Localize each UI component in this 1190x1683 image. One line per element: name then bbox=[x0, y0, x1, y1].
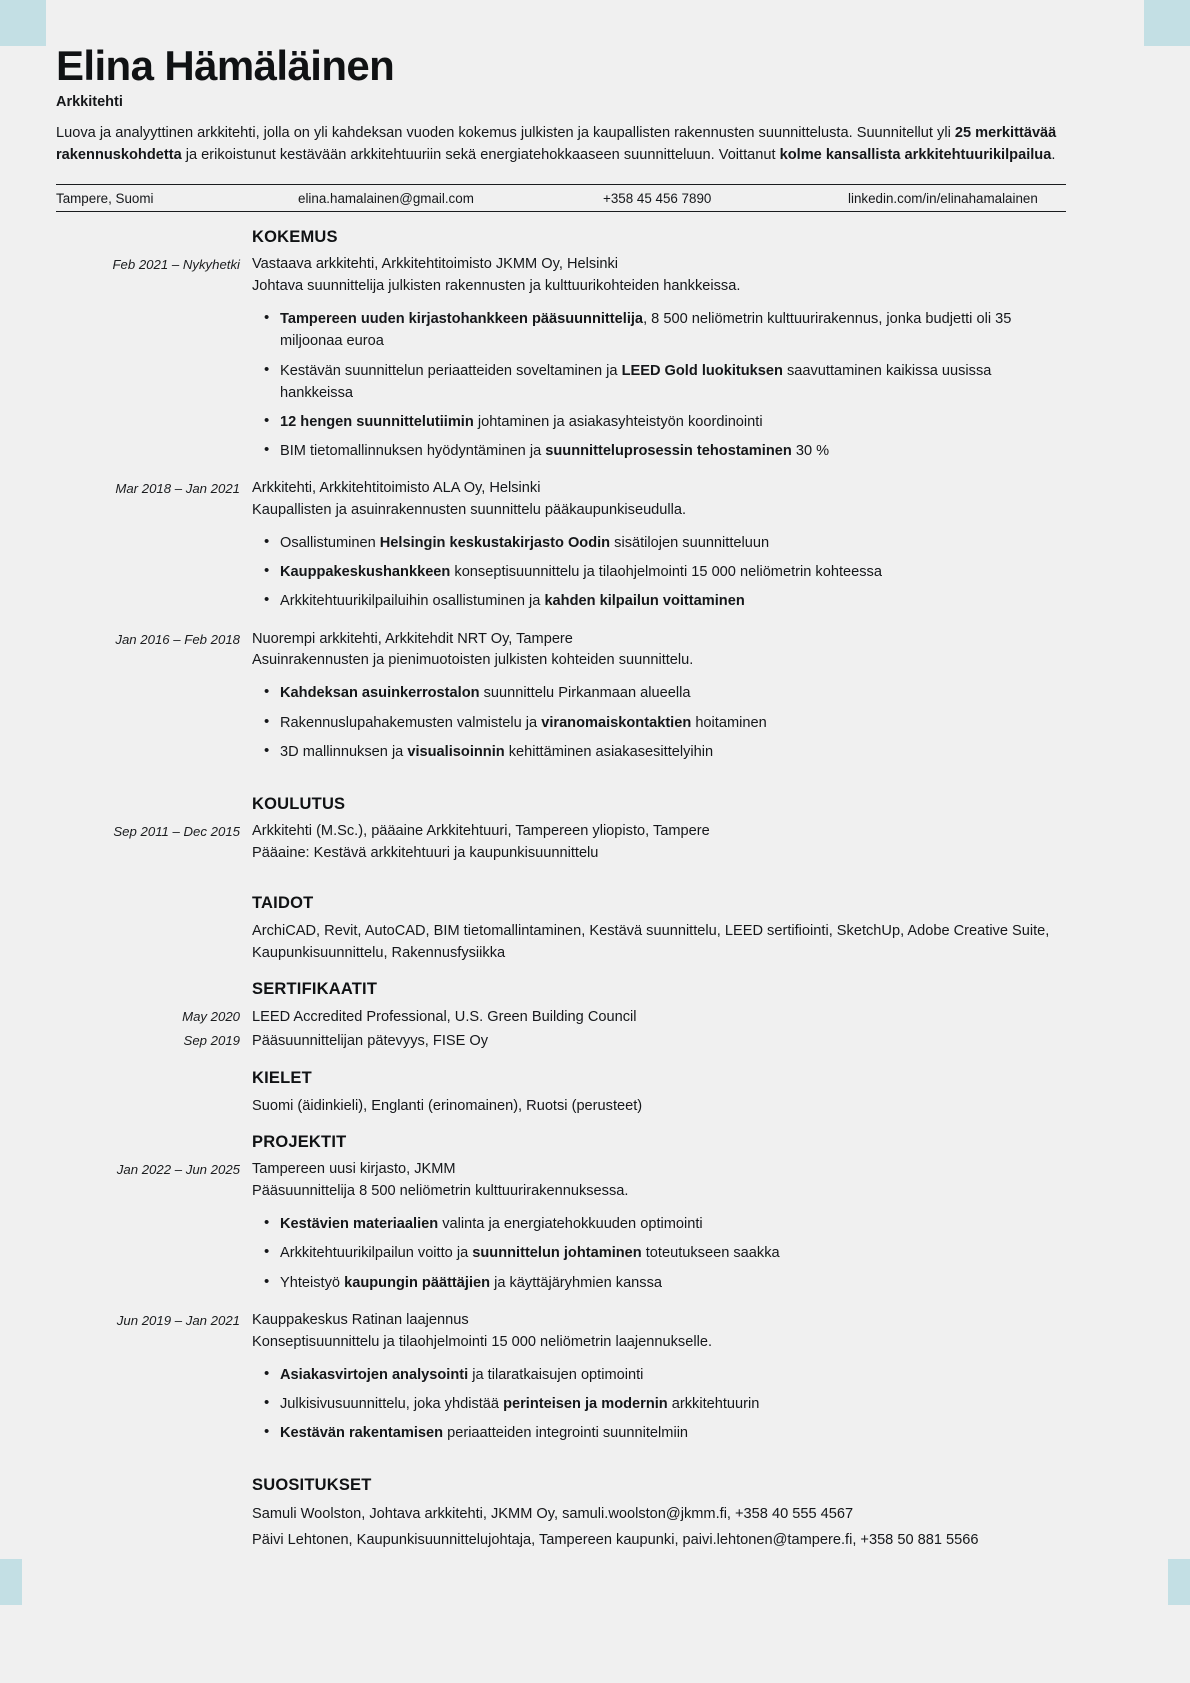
bullet-text: konseptisuunnittelu ja tilaohjelmointi 15 000 neliömetrin kohteessa bbox=[450, 564, 882, 581]
entry-bullet bbox=[280, 682, 1066, 704]
bullet-text: 30 % bbox=[791, 443, 830, 460]
entry-body bbox=[252, 1117, 1066, 1159]
bullet-emphasis: perinteisen ja modernin bbox=[503, 1395, 668, 1412]
page-title: Elina Hämäläinen bbox=[56, 42, 395, 89]
resume-row bbox=[56, 779, 1066, 821]
resume-row bbox=[56, 1310, 1066, 1460]
bullet-emphasis: suunnittelun johtaminen bbox=[472, 1245, 642, 1262]
bullet-emphasis: LEED Gold luokituksen bbox=[621, 362, 783, 379]
section-date-spacer bbox=[56, 226, 252, 227]
contact-location: Tampere, Suomi bbox=[56, 191, 154, 207]
entry-body bbox=[252, 920, 1066, 964]
entry-body bbox=[252, 226, 1066, 254]
resume-row bbox=[56, 629, 1066, 779]
entry-date: Sep 2011 – Dec 2015 bbox=[113, 823, 240, 839]
bullet-text: arkkitehtuurin bbox=[667, 1395, 760, 1412]
entry-title: Nuorempi arkkitehti, Arkkitehdit NRT Oy, Tampere bbox=[252, 630, 573, 647]
entry-body bbox=[252, 821, 1066, 878]
bullet-text: , 8 500 neliömetrin kulttuurirakennus, jonka budjetti oli 35 miljoonaa euroa bbox=[280, 311, 1012, 350]
entry-body bbox=[252, 1095, 1066, 1117]
bullet-text: BIM tietomallinnuksen hyödyntäminen ja bbox=[280, 443, 546, 460]
section-heading-sertifikaatit: SERTIFIKAATIT bbox=[252, 979, 378, 998]
entry-bullet bbox=[280, 1213, 1066, 1235]
entry-bullet bbox=[280, 308, 1066, 352]
entry-bullet-list bbox=[252, 532, 1066, 613]
contact-email[interactable]: elina.hamalainen@gmail.com bbox=[298, 191, 474, 207]
resume-row bbox=[56, 1460, 1066, 1502]
entry-bullet-list bbox=[252, 1213, 1066, 1294]
summary-text: ja erikoistunut kestävään arkkitehtuuriin sekä energiatehokkaaseen suunnitteluun. Voittanut bbox=[181, 147, 780, 164]
section-date-spacer bbox=[56, 878, 252, 879]
entry-date: Jun 2019 – Jan 2021 bbox=[116, 1312, 240, 1328]
summary-text: Luova ja analyyttinen arkkitehti, jolla on yli kahdeksan vuoden kokemus julkisten ja kaupallisten rakennusten suunnittelusta. Suunnitellut yli bbox=[56, 125, 955, 142]
section-date-spacer bbox=[56, 920, 252, 921]
entry-bullet bbox=[280, 712, 1066, 734]
bullet-text: johtaminen ja asiakasyhteistyön koordinointi bbox=[473, 413, 763, 430]
entry-subtitle: Asuinrakennusten ja pienimuotoisten julkisten kohteiden suunnittelu. bbox=[252, 652, 694, 669]
entry-body bbox=[252, 1502, 1066, 1553]
resume-row bbox=[56, 226, 1066, 254]
bullet-emphasis: 12 hengen suunnittelutiimin bbox=[280, 413, 474, 430]
entry-subtitle: Pääsuunnittelija 8 500 neliömetrin kulttuurirakennuksessa. bbox=[252, 1183, 629, 1200]
section-date-spacer bbox=[56, 1095, 252, 1096]
section-heading-koulutus: KOULUTUS bbox=[252, 794, 346, 813]
certificate-date: Sep 2019 bbox=[183, 1032, 240, 1048]
entry-body bbox=[252, 629, 1066, 779]
section-heading-kielet: KIELET bbox=[252, 1069, 312, 1088]
bullet-emphasis: kahden kilpailun voittaminen bbox=[544, 593, 745, 610]
bullet-text: Arkkitehtuurikilpailuihin osallistuminen ja bbox=[280, 593, 545, 610]
entry-body bbox=[252, 779, 1066, 821]
bullet-text: Arkkitehtuurikilpailun voitto ja bbox=[280, 1245, 473, 1262]
bullet-emphasis: Tampereen uuden kirjastohankkeen pääsuunnittelija bbox=[280, 311, 644, 328]
decor-corner-bottom-right bbox=[1168, 1559, 1190, 1605]
summary-emphasis: kolme kansallista arkkitehtuurikilpailua bbox=[779, 147, 1052, 164]
resume-row bbox=[56, 964, 1066, 1006]
entry-body bbox=[252, 1006, 1066, 1030]
entry-bullet bbox=[280, 411, 1066, 433]
entry-title: Arkkitehti, Arkkitehtitoimisto ALA Oy, Helsinki bbox=[252, 480, 541, 497]
resume-row bbox=[56, 821, 1066, 878]
reference-line: Päivi Lehtonen, Kaupunkisuunnittelujohtaja, Tampereen kaupunki, paivi.lehtonen@tampere.fi, +358 50 881 5566 bbox=[252, 1531, 979, 1548]
entry-date: Feb 2021 – Nykyhetki bbox=[112, 257, 240, 273]
entry-subtitle: Konseptisuunnittelu ja tilaohjelmointi 15 000 neliömetrin laajennukselle. bbox=[252, 1333, 712, 1350]
entry-title: Kauppakeskus Ratinan laajennus bbox=[252, 1311, 469, 1328]
entry-bullet bbox=[280, 1242, 1066, 1264]
bullet-text: Osallistuminen bbox=[280, 535, 380, 552]
section-text-kielet: Suomi (äidinkieli), Englanti (erinomainen), Ruotsi (perusteet) bbox=[252, 1098, 643, 1115]
section-date-spacer bbox=[56, 1053, 252, 1054]
resume-row bbox=[56, 878, 1066, 920]
resume-row bbox=[56, 920, 1066, 964]
bullet-emphasis: Kestävän rakentamisen bbox=[280, 1424, 444, 1441]
resume-row bbox=[56, 254, 1066, 478]
resume-row bbox=[56, 1117, 1066, 1159]
contact-linkedin[interactable]: linkedin.com/in/elinahamalainen bbox=[848, 191, 1038, 207]
entry-bullet bbox=[280, 1393, 1066, 1415]
entry-body bbox=[252, 254, 1066, 478]
resume-row bbox=[56, 1053, 1066, 1095]
entry-bullet bbox=[280, 741, 1066, 763]
section-date-spacer bbox=[56, 1502, 252, 1503]
bullet-emphasis: Kestävien materiaalien bbox=[280, 1216, 439, 1233]
bullet-emphasis: Helsingin keskustakirjasto Oodin bbox=[379, 535, 611, 552]
resume-row bbox=[56, 1159, 1066, 1309]
bullet-text: suunnittelu Pirkanmaan alueella bbox=[479, 685, 691, 702]
spacer bbox=[252, 865, 1066, 878]
section-heading-kokemus: KOKEMUS bbox=[252, 228, 338, 247]
bullet-emphasis: suunnitteluprosessin tehostaminen bbox=[545, 443, 792, 460]
resume-row bbox=[56, 1502, 1066, 1553]
entry-subtitle: Johtava suunnittelija julkisten rakennusten ja kulttuurikohteiden hankkeissa. bbox=[252, 278, 741, 295]
bullet-text: Kestävän suunnittelun periaatteiden soveltaminen ja bbox=[280, 362, 622, 379]
resume-row bbox=[56, 478, 1066, 628]
entry-bullet bbox=[280, 561, 1066, 583]
entry-body bbox=[252, 1030, 1066, 1054]
entry-title: Tampereen uusi kirjasto, JKMM bbox=[252, 1161, 456, 1178]
bullet-text: Yhteistyö bbox=[280, 1274, 345, 1291]
bullet-text: ja tilaratkaisujen optimointi bbox=[468, 1366, 644, 1383]
summary-text: . bbox=[1051, 147, 1056, 164]
entry-bullet-list bbox=[252, 308, 1066, 462]
entry-bullet-list bbox=[252, 682, 1066, 763]
entry-bullet bbox=[280, 532, 1066, 554]
entry-bullet bbox=[280, 1272, 1066, 1294]
bullet-text: saavuttaminen kaikissa uusissa hankkeissa bbox=[280, 362, 992, 401]
section-date-spacer bbox=[56, 964, 252, 965]
contact-bar bbox=[56, 184, 1066, 212]
entry-title: Vastaava arkkitehti, Arkkitehtitoimisto JKMM Oy, Helsinki bbox=[252, 256, 619, 273]
bullet-text: kehittäminen asiakasesittelyihin bbox=[504, 743, 714, 760]
bullet-text: toteutukseen saakka bbox=[641, 1245, 780, 1262]
entry-body bbox=[252, 478, 1066, 628]
summary-emphasis: 25 merkittävää rakennuskohdetta bbox=[56, 125, 1057, 164]
section-heading-taidot: TAIDOT bbox=[252, 893, 314, 912]
bullet-emphasis: kaupungin päättäjien bbox=[344, 1274, 491, 1291]
bullet-text: ja käyttäjäryhmien kanssa bbox=[490, 1274, 663, 1291]
bullet-text: hoitaminen bbox=[691, 714, 767, 731]
entry-bullet bbox=[280, 1422, 1066, 1444]
resume-sections bbox=[56, 226, 1100, 1553]
entry-body bbox=[252, 878, 1066, 920]
entry-bullet-list bbox=[252, 1364, 1066, 1445]
certificate-text: Pääsuunnittelijan pätevyys, FISE Oy bbox=[252, 1032, 489, 1049]
section-date-spacer bbox=[56, 779, 252, 780]
profile-summary bbox=[56, 122, 1066, 166]
entry-bullet bbox=[280, 440, 1066, 462]
entry-title: Arkkitehti (M.Sc.), pääaine Arkkitehtuuri, Tampereen yliopisto, Tampere bbox=[252, 822, 710, 839]
entry-date: Jan 2016 – Feb 2018 bbox=[115, 631, 240, 647]
reference-line: Samuli Woolston, Johtava arkkitehti, JKMM Oy, samuli.woolston@jkmm.fi, +358 40 555 4567 bbox=[252, 1506, 854, 1523]
entry-body bbox=[252, 964, 1066, 1006]
bullet-emphasis: viranomaiskontaktien bbox=[541, 714, 692, 731]
entry-bullet bbox=[280, 590, 1066, 612]
entry-body bbox=[252, 1460, 1066, 1502]
entry-subtitle: Kaupallisten ja asuinrakennusten suunnittelu pääkaupunkiseudulla. bbox=[252, 502, 687, 519]
bullet-emphasis: visualisoinnin bbox=[407, 743, 505, 760]
entry-body bbox=[252, 1310, 1066, 1460]
section-date-spacer bbox=[56, 1460, 252, 1461]
section-heading-suositukset: SUOSITUKSET bbox=[252, 1476, 372, 1495]
resume-row bbox=[56, 1006, 1066, 1030]
entry-bullet bbox=[280, 1364, 1066, 1386]
entry-date: Jan 2022 – Jun 2025 bbox=[116, 1162, 240, 1178]
decor-corner-bottom-left bbox=[0, 1559, 22, 1605]
section-heading-projektit: PROJEKTIT bbox=[252, 1133, 347, 1152]
entry-bullet bbox=[280, 360, 1066, 404]
section-date-spacer bbox=[56, 1117, 252, 1118]
certificate-text: LEED Accredited Professional, U.S. Green Building Council bbox=[252, 1008, 637, 1025]
bullet-emphasis: Kahdeksan asuinkerrostalon bbox=[280, 685, 480, 702]
section-text-taidot: ArchiCAD, Revit, AutoCAD, BIM tietomallintaminen, Kestävä suunnittelu, LEED sertifiointi, SketchUp, Adobe Creative Suite, Kaupunkisuunnittelu, Rakennusfysiikka bbox=[252, 922, 1050, 961]
resume-row bbox=[56, 1030, 1066, 1054]
contact-phone[interactable]: +358 45 456 7890 bbox=[603, 191, 712, 207]
bullet-emphasis: Kauppakeskushankkeen bbox=[280, 564, 451, 581]
job-title: Arkkitehti bbox=[56, 94, 123, 111]
entry-body bbox=[252, 1159, 1066, 1309]
bullet-text: 3D mallinnuksen ja bbox=[280, 743, 408, 760]
bullet-text: Rakennuslupahakemusten valmistelu ja bbox=[280, 714, 542, 731]
entry-subtitle: Pääaine: Kestävä arkkitehtuuri ja kaupunkisuunnittelu bbox=[252, 844, 599, 861]
bullet-text: periaatteiden integrointi suunnitelmiin bbox=[443, 1424, 689, 1441]
certificate-date: May 2020 bbox=[182, 1008, 240, 1024]
bullet-text: sisätilojen suunnitteluun bbox=[610, 535, 770, 552]
bullet-text: Julkisivusuunnittelu, joka yhdistää bbox=[280, 1395, 504, 1412]
resume-row bbox=[56, 1095, 1066, 1117]
bullet-emphasis: Asiakasvirtojen analysointi bbox=[280, 1366, 469, 1383]
entry-date: Mar 2018 – Jan 2021 bbox=[115, 481, 240, 497]
entry-body bbox=[252, 1053, 1066, 1095]
bullet-text: valinta ja energiatehokkuuden optimointi bbox=[438, 1216, 703, 1233]
